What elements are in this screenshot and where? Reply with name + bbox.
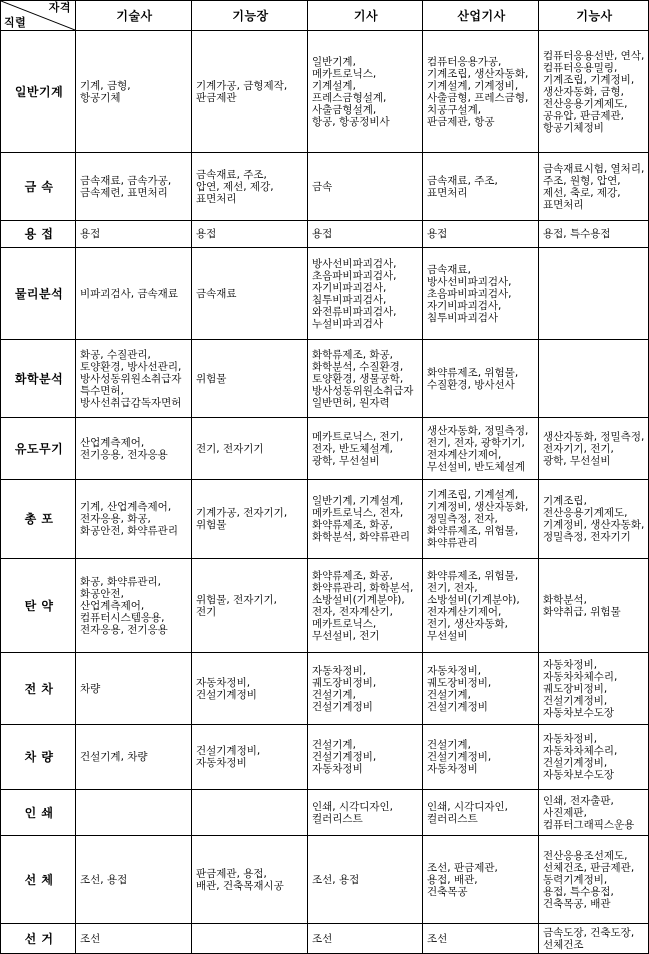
table-row xyxy=(1,559,649,653)
table-cell: 비파괴검사, 금속재료 xyxy=(76,248,192,340)
table-cell xyxy=(539,248,649,340)
table-cell: 컴퓨터응용선반, 연삭, 컴퓨터응용밀링, 기계조립, 기계정비, 생산자동화, 금형, 전산응용기계제도, 공유압, 판금제관, 항공기체정비 xyxy=(539,31,649,153)
table-cell: 용접 xyxy=(192,221,308,248)
table-cell: 용접, 특수용접 xyxy=(539,221,649,248)
table-cell: 전산응용조선제도, 선체건조, 판금제관, 동력기계정비, 용접, 특수용접, 건축목공, 배관 xyxy=(539,836,649,924)
table-cell: 기계조립, 기계설계, 기계정비, 생산자동화, 정밀측정, 전자, 화약류제조, 위험물, 화약류관리 xyxy=(423,480,539,559)
table-cell: 용접 xyxy=(423,221,539,248)
table-cell: 금속재료, 주조, 표면처리 xyxy=(423,153,539,221)
table-row xyxy=(1,418,649,480)
table-cell: 방사선비파괴검사, 초음파비파괴검사, 자기비파괴검사, 침투비파괴검사, 와전류비파괴검사, 누설비파괴검사 xyxy=(308,248,423,340)
column-header: 기사 xyxy=(308,1,423,31)
table-cell: 인쇄, 시각디자인, 컬러리스트 xyxy=(308,790,423,836)
table-row xyxy=(1,725,649,790)
column-header: 산업기사 xyxy=(423,1,539,31)
table-cell xyxy=(76,790,192,836)
table-row xyxy=(1,248,649,340)
table-cell: 판금제관, 용접, 배관, 건축목재시공 xyxy=(192,836,308,924)
table-cell: 금속재료, 방사선비파괴검사, 초음파비파괴검사, 자기비파괴검사, 침투비파괴검사 xyxy=(423,248,539,340)
table-row xyxy=(1,653,649,725)
table-cell xyxy=(192,790,308,836)
row-header: 전 차 xyxy=(1,653,76,725)
table-cell: 산업계측제어, 전기응용, 전자응용 xyxy=(76,418,192,480)
header-row xyxy=(1,1,649,31)
row-header: 총 포 xyxy=(1,480,76,559)
row-header: 물리분석 xyxy=(1,248,76,340)
table-row xyxy=(1,221,649,248)
table-cell: 기계, 산업계측제어, 전자응용, 화공, 화공안전, 화약류관리 xyxy=(76,480,192,559)
table-row xyxy=(1,480,649,559)
row-header: 일반기계 xyxy=(1,31,76,153)
table-cell: 전기, 전자기기 xyxy=(192,418,308,480)
table-cell: 건설기계, 건설기계정비, 자동차정비 xyxy=(308,725,423,790)
table-cell: 위험물 xyxy=(192,340,308,418)
table-cell: 기계조립, 전산응용기계제도, 기계정비, 생산자동화, 정밀측정, 전자기기 xyxy=(539,480,649,559)
table-cell: 생산자동화, 정밀측정, 전자기기, 전기, 광학, 무선설비 xyxy=(539,418,649,480)
row-header: 탄 약 xyxy=(1,559,76,653)
table-cell: 기계가공, 전자기기, 위험물 xyxy=(192,480,308,559)
table-cell: 건설기계, 건설기계정비, 자동차정비 xyxy=(423,725,539,790)
row-header: 선 거 xyxy=(1,924,76,954)
column-header: 기술사 xyxy=(76,1,192,31)
table-cell: 건설기계정비, 자동차정비 xyxy=(192,725,308,790)
corner-series-label: 직렬 xyxy=(4,16,27,29)
table-cell: 건설기계, 차량 xyxy=(76,725,192,790)
table-cell: 자동차정비, 궤도장비정비, 건설기계, 건설기계정비 xyxy=(308,653,423,725)
table-cell: 자동차정비, 자동차차체수리, 궤도장비정비, 건설기계정비, 자동차보수도장 xyxy=(539,653,649,725)
table-cell: 화약류제조, 위험물, 전기, 전자, 소방설비(기계분야), 전자계산기제어, 전기, 생산자동화, 무선설비 xyxy=(423,559,539,653)
table-cell: 조선, 용접 xyxy=(76,836,192,924)
corner-header xyxy=(1,1,76,31)
row-header: 금 속 xyxy=(1,153,76,221)
table-row xyxy=(1,153,649,221)
table-cell: 자동차정비, 자동차차체수리, 건설기계정비, 자동차보수도장 xyxy=(539,725,649,790)
table-cell: 자동차정비, 건설기계정비 xyxy=(192,653,308,725)
table-cell: 인쇄, 전자출판, 사진제판, 컴퓨터그래픽스운용 xyxy=(539,790,649,836)
table-cell xyxy=(192,924,308,954)
table-cell: 화약류제조, 위험물, 수질환경, 방사선사 xyxy=(423,340,539,418)
table-cell: 금속도장, 건축도장, 선체건조 xyxy=(539,924,649,954)
table-row xyxy=(1,790,649,836)
corner-qualification-label: 자격 xyxy=(48,1,71,14)
row-header: 인 쇄 xyxy=(1,790,76,836)
row-header: 유도무기 xyxy=(1,418,76,480)
table-body xyxy=(1,31,649,954)
table-cell: 금속재료, 금속가공, 금속제련, 표면처리 xyxy=(76,153,192,221)
table-cell: 일반기계, 메카트로닉스, 기계설계, 프레스금형설계, 사출금형설계, 항공, 항공정비사 xyxy=(308,31,423,153)
column-header: 기능장 xyxy=(192,1,308,31)
row-header: 화학분석 xyxy=(1,340,76,418)
table-cell: 조선, 용접 xyxy=(308,836,423,924)
table-cell: 금속재료 xyxy=(192,248,308,340)
table-cell: 조선 xyxy=(423,924,539,954)
table-cell: 메카트로닉스, 전기, 전자, 반도체설계, 광학, 무선설비 xyxy=(308,418,423,480)
row-header: 용 접 xyxy=(1,221,76,248)
table-cell xyxy=(539,340,649,418)
table-row xyxy=(1,924,649,954)
table-cell: 차량 xyxy=(76,653,192,725)
column-header: 기능사 xyxy=(539,1,649,31)
table-cell: 인쇄, 시각디자인, 컬러리스트 xyxy=(423,790,539,836)
table-cell: 기계, 금형, 항공기체 xyxy=(76,31,192,153)
table-cell: 화학류제조, 화공, 화학분석, 수질환경, 토양환경, 생물공학, 방사성동위원소취급자 일반면허, 원자력 xyxy=(308,340,423,418)
table-cell: 금속 xyxy=(308,153,423,221)
table-cell: 화약류제조, 화공, 화약류관리, 화학분석, 소방설비(기계분야), 전자, 전자계산기, 메카트로닉스, 무선설비, 전기 xyxy=(308,559,423,653)
table-cell: 화공, 수질관리, 토양환경, 방사선관리, 방사성동위원소취급자 특수면허, 방사선취급감독자면허 xyxy=(76,340,192,418)
table-cell: 컴퓨터응용가공, 기계조립, 생산자동화, 기계설계, 기계정비, 사출금형, 프레스금형, 치공구설계, 판금제관, 항공 xyxy=(423,31,539,153)
table-cell: 조선 xyxy=(308,924,423,954)
table-cell: 용접 xyxy=(76,221,192,248)
table-cell: 자동차정비, 궤도장비정비, 건설기계, 건설기계정비 xyxy=(423,653,539,725)
row-header: 선 체 xyxy=(1,836,76,924)
table-cell: 생산자동화, 정밀측정, 전기, 전자, 광학기기, 전자계산기제어, 무선설비, 반도체설계 xyxy=(423,418,539,480)
table-row xyxy=(1,836,649,924)
table-cell: 화공, 화약류관리, 화공안전, 산업계측제어, 컴퓨터시스템응용, 전자응용, 전기응용 xyxy=(76,559,192,653)
table-cell: 조선 xyxy=(76,924,192,954)
table-cell: 일반기계, 기계설계, 메카트로닉스, 전자, 화약류제조, 화공, 화학분석, 화약류관리 xyxy=(308,480,423,559)
table-row xyxy=(1,31,649,153)
table-cell: 화학분석, 화약취급, 위험물 xyxy=(539,559,649,653)
table-cell: 금속재료시험, 열처리, 주조, 원형, 압연, 제선, 축로, 제강, 표면처리 xyxy=(539,153,649,221)
table-cell: 조선, 판금제관, 용접, 배관, 건축목공 xyxy=(423,836,539,924)
table-row xyxy=(1,340,649,418)
table-cell: 금속재료, 주조, 압연, 제선, 제강, 표면처리 xyxy=(192,153,308,221)
table-cell: 기계가공, 금형제작, 판금제관 xyxy=(192,31,308,153)
table-cell: 용접 xyxy=(308,221,423,248)
table-cell: 위험물, 전자기기, 전기 xyxy=(192,559,308,653)
row-header: 차 량 xyxy=(1,725,76,790)
